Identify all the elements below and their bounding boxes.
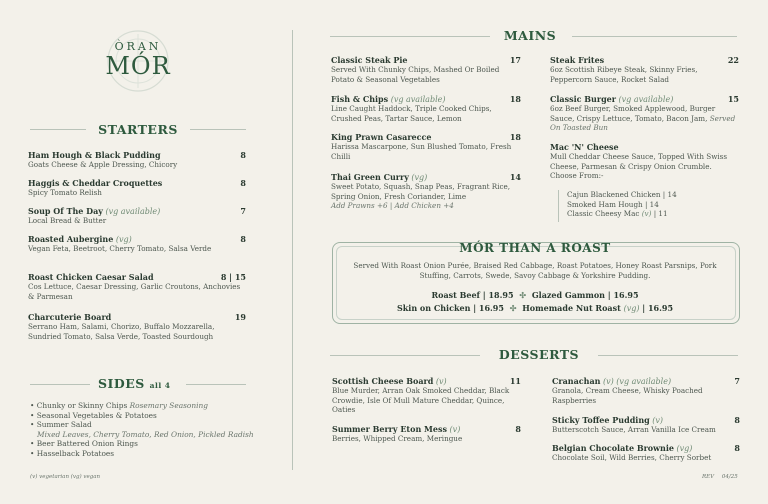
menu-item-name bbox=[552, 376, 740, 386]
menu-item-title: Scottish Cheese Board bbox=[332, 376, 434, 386]
menu-item-title: Ham Hough & Black Pudding bbox=[28, 150, 161, 160]
sides-title: SIDES bbox=[98, 376, 145, 391]
menu-item-extra: Add Prawns +6 | Add Chicken +4 bbox=[331, 201, 454, 210]
menu-item-title: Thai Green Curry bbox=[331, 172, 409, 182]
menu-item-title: Belgian Chocolate Brownie bbox=[552, 443, 674, 453]
sides-item bbox=[30, 411, 260, 421]
skin-on-chicken: Skin on Chicken | 16.95 bbox=[396, 303, 504, 313]
menu-item-description bbox=[550, 104, 739, 133]
menu-item-description bbox=[552, 386, 740, 405]
menu-item-title: Mac 'N' Cheese bbox=[550, 142, 619, 152]
sides-rule-right bbox=[186, 384, 246, 385]
menu-item-description bbox=[331, 142, 521, 161]
roast-row-2 bbox=[336, 303, 734, 313]
menu-item bbox=[331, 132, 521, 161]
menu-item-price: 15 bbox=[727, 94, 739, 104]
menu-item-description bbox=[28, 216, 246, 226]
mac-option-text: Cajun Blackened Chicken | 14 bbox=[567, 190, 677, 199]
menu-item-price: 18 bbox=[509, 94, 521, 104]
nut-roast-price: | 16.95 bbox=[642, 303, 674, 313]
brand-line1: ÒRAN bbox=[114, 40, 162, 53]
menu-item-desc-text: Spicy Tomato Relish bbox=[28, 188, 102, 197]
menu-item-name bbox=[552, 443, 740, 453]
sides-bullet-icon: • bbox=[30, 420, 37, 430]
sides-bullet-icon: • bbox=[30, 410, 37, 420]
menu-item-description bbox=[28, 322, 246, 341]
menu-item-title: Sticky Toffee Pudding bbox=[552, 415, 650, 425]
menu-item-desc-text: 6oz Beef Burger, Smoked Applewood, Burger Sauce, Crispy Lettuce, Tomato, Bacon Jam, bbox=[550, 104, 716, 123]
menu-item-description bbox=[550, 65, 739, 84]
menu-item-title: Summer Berry Eton Mess bbox=[332, 424, 448, 434]
menu-item-name bbox=[552, 415, 740, 425]
menu-item-name bbox=[331, 172, 521, 182]
footer-date: 04/25 bbox=[721, 474, 738, 480]
brand-logo bbox=[93, 26, 183, 96]
menu-item bbox=[28, 178, 246, 198]
menu-item-title: Classic Burger bbox=[550, 94, 616, 104]
menu-item-price: 18 bbox=[509, 132, 521, 142]
menu-item-description bbox=[28, 282, 246, 301]
menu-item-title: Steak Frites bbox=[550, 55, 605, 65]
mac-option bbox=[567, 190, 737, 200]
menu-item-price: 8 bbox=[734, 443, 740, 453]
menu-item-title: Haggis & Cheddar Croquettes bbox=[28, 178, 163, 188]
menu-item-price: 8 | 15 bbox=[220, 272, 246, 282]
mains-rule-right bbox=[572, 36, 737, 37]
menu-item-title: Fish & Chips bbox=[331, 94, 389, 104]
menu-item-desc-text: 6oz Scottish Ribeye Steak, Skinny Fries, Peppercorn Sauce, Rocket Salad bbox=[550, 65, 698, 84]
starters-rule-right bbox=[190, 129, 246, 130]
menu-item-name bbox=[331, 94, 521, 104]
nut-roast: Homemade Nut Roast bbox=[522, 303, 621, 313]
sides-item bbox=[30, 401, 260, 411]
menu-item bbox=[552, 376, 740, 405]
menu-item bbox=[550, 55, 739, 84]
menu-item-diet: (v) bbox=[649, 416, 664, 425]
menu-item-desc-text: Serrano Ham, Salami, Chorizo, Buffalo Mozzarella, Sundried Tomato, Salsa Verde, Toasted Sourdough bbox=[28, 322, 215, 341]
menu-item-desc-text: Chocolate Soil, Wild Berries, Cherry Sorbet bbox=[552, 453, 712, 462]
menu-item-price: 11 bbox=[509, 376, 521, 386]
mac-option-price: | 11 bbox=[653, 209, 668, 218]
brand-line2: MÓR bbox=[105, 52, 171, 80]
menu-item-description bbox=[552, 425, 740, 435]
menu-item-name bbox=[331, 132, 521, 142]
menu-item-desc-text: Served With Chunky Chips, Mashed Or Boiled Potato & Seasonal Vegetables bbox=[331, 65, 500, 84]
menu-item-desc-text: Butterscotch Sauce, Arran Vanilla Ice Cream bbox=[552, 425, 716, 434]
menu-item-name bbox=[550, 94, 739, 104]
sides-item bbox=[30, 430, 260, 440]
desserts-rule-left bbox=[330, 355, 480, 356]
menu-item bbox=[550, 94, 739, 133]
menu-item-description bbox=[331, 182, 521, 211]
roast-separator-icon: ✣ bbox=[509, 303, 517, 313]
menu-item-title: Charcuterie Board bbox=[28, 312, 112, 322]
menu-item-description bbox=[28, 244, 246, 254]
menu-item-title: Classic Steak Pie bbox=[331, 55, 408, 65]
menu-item-desc-text: Berries, Whipped Cream, Meringue bbox=[332, 434, 463, 443]
menu-item bbox=[28, 312, 246, 341]
menu-item bbox=[332, 424, 521, 444]
mac-options-list bbox=[567, 190, 737, 219]
menu-item bbox=[28, 150, 246, 170]
menu-item-price: 22 bbox=[727, 55, 739, 65]
sides-bullet-icon: • bbox=[30, 439, 37, 449]
menu-item-description bbox=[331, 104, 521, 123]
roast-row-1 bbox=[336, 290, 734, 300]
sides-item-text: Chunky or Skinny Chips bbox=[36, 401, 128, 410]
menu-item-desc-text: Sweet Potato, Squash, Snap Peas, Fragrant Rice, Spring Onion, Fresh Coriander, Lime bbox=[331, 182, 511, 201]
menu-item-name bbox=[331, 55, 521, 65]
sides-bullet-icon: • bbox=[30, 448, 37, 458]
menu-item-description bbox=[332, 386, 521, 415]
nut-roast-veg: (vg) bbox=[623, 304, 640, 313]
menu-item-price: 8 bbox=[240, 178, 246, 188]
sides-item-text: Summer Salad bbox=[36, 420, 92, 430]
menu-item-desc-text: Vegan Feta, Beetroot, Cherry Tomato, Salsa Verde bbox=[28, 244, 212, 253]
mac-option-text: Classic Cheesy Mac bbox=[567, 209, 640, 218]
menu-item-price: 8 bbox=[240, 150, 246, 160]
menu-item-description bbox=[550, 152, 739, 181]
sides-item-text: Beer Battered Onion Rings bbox=[36, 439, 138, 449]
sides-item bbox=[30, 439, 260, 449]
mains-rule-left bbox=[330, 36, 490, 37]
menu-item-diet: (v) bbox=[433, 377, 447, 386]
menu-item-price: 7 bbox=[240, 206, 246, 216]
sides-item bbox=[30, 420, 260, 430]
menu-item bbox=[332, 376, 521, 415]
menu-item-desc-text: Line Caught Haddock, Triple Cooked Chips, Crushed Peas, Tartar Sauce, Lemon bbox=[331, 104, 492, 123]
mac-option-diet: (v) bbox=[641, 209, 652, 218]
roast-separator-icon: ✣ bbox=[519, 290, 527, 300]
menu-item-desc-text: Cos Lettuce, Caesar Dressing, Garlic Croutons, Anchovies & Parmesan bbox=[28, 282, 241, 301]
menu-item-price: 19 bbox=[234, 312, 246, 322]
menu-item-title: Soup Of The Day bbox=[28, 206, 103, 216]
menu-item-title: King Prawn Casarecce bbox=[331, 132, 432, 142]
menu-item-diet: (vg) bbox=[408, 173, 428, 182]
menu-item-name bbox=[28, 272, 246, 282]
menu-item-description bbox=[28, 160, 246, 170]
desserts-title: DESSERTS bbox=[498, 347, 580, 362]
column-divider bbox=[292, 30, 293, 470]
menu-item-price: 8 bbox=[734, 415, 740, 425]
sides-item bbox=[30, 449, 260, 459]
menu-item bbox=[331, 55, 521, 84]
mac-option bbox=[567, 200, 737, 210]
menu-item-description bbox=[332, 434, 521, 444]
starters-title: STARTERS bbox=[98, 122, 178, 137]
mac-option bbox=[567, 209, 737, 219]
menu-item-name bbox=[28, 206, 246, 216]
roast-beef: Roast Beef | 18.95 bbox=[431, 290, 514, 300]
sides-subtitle: all 4 bbox=[149, 381, 171, 390]
menu-item-name bbox=[28, 150, 246, 160]
sides-item-extra: Mixed Leaves, Cherry Tomato, Red Onion, Pickled Radish bbox=[37, 429, 254, 439]
sides-item-text: Seasonal Vegetables & Potatoes bbox=[36, 410, 157, 420]
menu-item-title: Cranachan bbox=[552, 376, 601, 386]
menu-item-title: Roasted Aubergine bbox=[28, 234, 114, 244]
menu-item-diet: (vg) bbox=[673, 444, 693, 453]
desserts-rule-right bbox=[598, 355, 738, 356]
menu-item bbox=[552, 443, 740, 463]
menu-item-desc-text: Mull Cheddar Cheese Sauce, Topped With Swiss Cheese, Parmesan & Crispy Onion Crumble. Choose From:- bbox=[550, 152, 728, 180]
menu-item-name bbox=[550, 55, 739, 65]
menu-item bbox=[331, 94, 521, 123]
menu-item-name bbox=[28, 178, 246, 188]
menu-item-name bbox=[550, 142, 739, 152]
sides-bullet-icon: • bbox=[30, 401, 37, 410]
menu-item-price: 7 bbox=[734, 376, 740, 386]
sides-list bbox=[30, 401, 260, 459]
menu-item-price: 17 bbox=[509, 55, 521, 65]
menu-item-diet: (vg available) bbox=[615, 95, 674, 104]
menu-item-desc-text: Blue Murder, Arran Oak Smoked Cheddar, Black Crowdie, Isle Of Mull Mature Cheddar, Quince, Oaties bbox=[332, 386, 510, 414]
menu-item bbox=[28, 272, 246, 301]
menu-item-diet: (v) (vg available) bbox=[600, 377, 672, 386]
menu-item-description bbox=[331, 65, 521, 84]
roast-description: Served With Roast Onion Purée, Braised Red Cabbage, Roast Potatoes, Honey Roast Parsnips, Pork Stuffing, Carrots, Swede, Savoy Cabbage & Yorkshire Pudding. bbox=[353, 261, 717, 280]
dietary-legend: (v) vegetarian (vg) vegan bbox=[30, 474, 101, 480]
menu-item-diet: (vg) bbox=[113, 235, 132, 244]
menu-item-price: 14 bbox=[509, 172, 521, 182]
menu-item-desc-text: Granola, Cream Cheese, Whisky Poached Raspberries bbox=[552, 386, 703, 405]
menu-item-price: 8 bbox=[240, 234, 246, 244]
menu-item-desc-text: Harissa Mascarpone, Sun Blushed Tomato, Fresh Chilli bbox=[331, 142, 512, 161]
roast-title: MÓR THAN A ROAST bbox=[459, 241, 611, 255]
sides-item-text: Hasselback Potatoes bbox=[36, 448, 115, 458]
menu-item-diet: (vg available) bbox=[388, 95, 446, 104]
footer-revision bbox=[702, 474, 738, 480]
menu-item-name bbox=[332, 376, 521, 386]
menu-item-name bbox=[28, 234, 246, 244]
menu-item bbox=[331, 172, 521, 211]
menu-item-description bbox=[552, 453, 740, 463]
menu-item-name bbox=[28, 312, 246, 322]
menu-item-name bbox=[332, 424, 521, 434]
mac-option-text: Smoked Ham Hough | 14 bbox=[567, 199, 659, 209]
menu-item-extra: Served On Toasted Bun bbox=[550, 113, 736, 132]
glazed-gammon: Glazed Gammon | 16.95 bbox=[531, 290, 639, 300]
footer-rev: REV bbox=[702, 474, 715, 480]
sides-heading bbox=[98, 376, 171, 391]
menu-item-description bbox=[28, 188, 246, 198]
menu-item-desc-text: Goats Cheese & Apple Dressing, Chicory bbox=[28, 160, 178, 169]
mac-options-bracket bbox=[558, 190, 559, 222]
menu-item bbox=[28, 234, 246, 254]
menu-item bbox=[550, 142, 739, 181]
menu-item-price: 8 bbox=[515, 424, 521, 434]
menu-item bbox=[552, 415, 740, 435]
menu-item-diet: (vg available) bbox=[102, 207, 161, 216]
menu-item-title: Roast Chicken Caesar Salad bbox=[28, 272, 154, 282]
starters-rule-left bbox=[30, 129, 86, 130]
mains-title: MAINS bbox=[503, 28, 557, 43]
menu-item bbox=[28, 206, 246, 226]
menu-item-desc-text: Local Bread & Butter bbox=[28, 216, 107, 225]
sides-rule-left bbox=[30, 384, 90, 385]
sides-item-extra: Rosemary Seasoning bbox=[129, 401, 208, 410]
menu-item-diet: (v) bbox=[447, 425, 461, 434]
